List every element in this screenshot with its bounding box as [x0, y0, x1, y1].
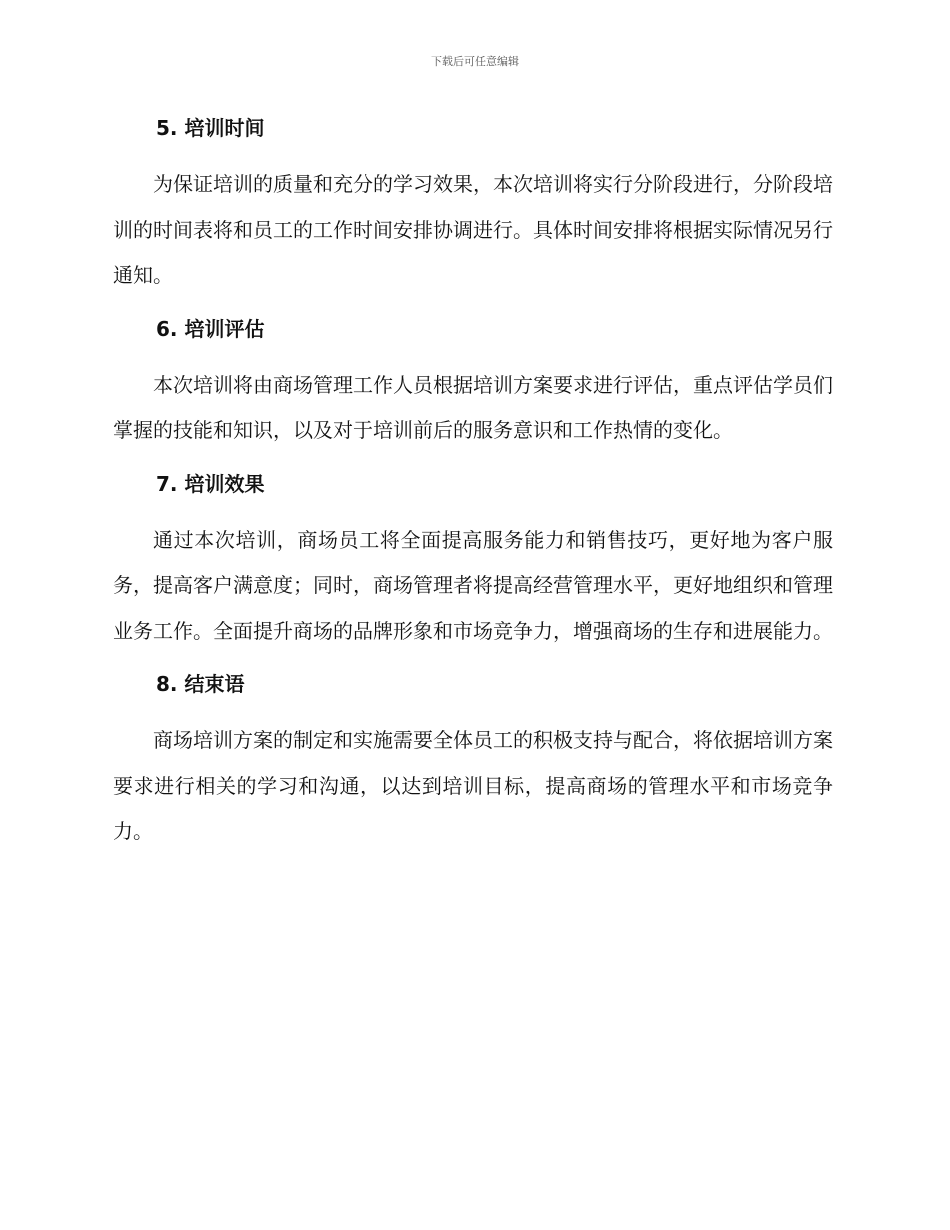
- page-header-note: 下载后可任意编辑: [431, 55, 519, 68]
- section-heading: 8. 结束语: [156, 672, 245, 696]
- section-training-time: [113, 108, 833, 299]
- section-heading: 5. 培训时间: [156, 116, 265, 140]
- section-paragraph: 本次培训将由商场管理工作人员根据培训方案要求进行评估，重点评估学员们掌握的技能和知识，以及对于培训前后的服务意识和工作热情的变化。: [113, 372, 833, 442]
- document-body: [113, 108, 833, 865]
- section-paragraph: 商场培训方案的制定和实施需要全体员工的积极支持与配合，将依据培训方案要求进行相关的学习和沟通，以达到培训目标，提高商场的管理水平和市场竞争力。: [113, 728, 833, 843]
- section-conclusion: [113, 664, 833, 855]
- section-training-evaluation: [113, 309, 833, 454]
- section-paragraph: 通过本次培训，商场员工将全面提高服务能力和销售技巧，更好地为客户服务，提高客户满意度；同时，商场管理者将提高经营管理水平，更好地组织和管理业务工作。全面提升商场的品牌形象和市场竞争力，增强商场的生存和进展能力。: [113, 527, 833, 643]
- section-paragraph: 为保证培训的质量和充分的学习效果，本次培训将实行分阶段进行，分阶段培训的时间表将和员工的工作时间安排协调进行。具体时间安排将根据实际情况另行通知。: [113, 172, 833, 287]
- section-training-effect: [113, 464, 833, 655]
- section-heading: 7. 培训效果: [156, 471, 265, 496]
- section-heading: 6. 培训评估: [156, 316, 265, 341]
